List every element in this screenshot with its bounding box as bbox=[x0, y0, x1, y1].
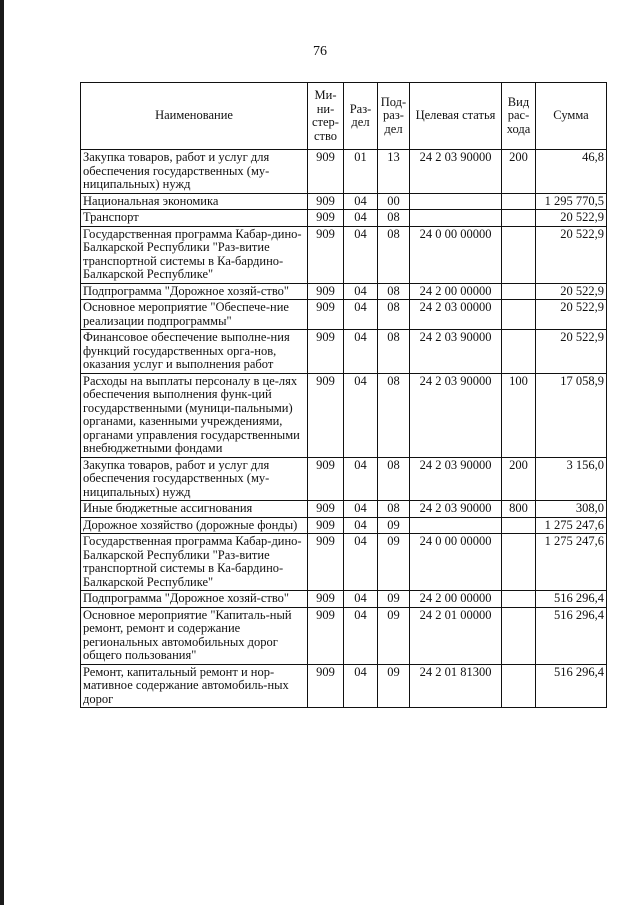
cell-section: 04 bbox=[344, 300, 378, 330]
cell-section: 04 bbox=[344, 373, 378, 457]
cell-subsection: 08 bbox=[378, 210, 410, 227]
cell-section: 04 bbox=[344, 534, 378, 591]
cell-subsection: 08 bbox=[378, 457, 410, 501]
cell-ministry: 909 bbox=[308, 457, 344, 501]
cell-target: 24 2 03 90000 bbox=[410, 373, 502, 457]
cell-sum: 516 296,4 bbox=[536, 607, 607, 664]
page-edge bbox=[0, 0, 4, 905]
cell-name: Финансовое обеспечение выполне-ния функций государственных орга-нов, оказания услуг и выполнения работ bbox=[81, 330, 308, 374]
cell-subsection: 09 bbox=[378, 534, 410, 591]
cell-ministry: 909 bbox=[308, 534, 344, 591]
cell-ministry: 909 bbox=[308, 501, 344, 518]
table-row bbox=[81, 534, 607, 591]
table-row bbox=[81, 226, 607, 283]
cell-subsection: 13 bbox=[378, 150, 410, 194]
cell-expense-type: 100 bbox=[502, 373, 536, 457]
cell-section: 04 bbox=[344, 591, 378, 608]
cell-sum: 20 522,9 bbox=[536, 226, 607, 283]
cell-ministry: 909 bbox=[308, 373, 344, 457]
cell-target: 24 2 03 90000 bbox=[410, 457, 502, 501]
cell-target: 24 0 00 00000 bbox=[410, 226, 502, 283]
cell-ministry: 909 bbox=[308, 150, 344, 194]
header-expense-type: Вид рас-хода bbox=[502, 83, 536, 150]
cell-subsection: 08 bbox=[378, 373, 410, 457]
header-section: Раз-дел bbox=[344, 83, 378, 150]
cell-target: 24 2 01 81300 bbox=[410, 664, 502, 708]
table-row bbox=[81, 373, 607, 457]
cell-ministry: 909 bbox=[308, 193, 344, 210]
cell-subsection: 09 bbox=[378, 517, 410, 534]
cell-expense-type bbox=[502, 300, 536, 330]
cell-sum: 516 296,4 bbox=[536, 664, 607, 708]
cell-section: 04 bbox=[344, 457, 378, 501]
cell-sum: 20 522,9 bbox=[536, 283, 607, 300]
cell-ministry: 909 bbox=[308, 330, 344, 374]
cell-target: 24 2 03 90000 bbox=[410, 150, 502, 194]
cell-expense-type: 200 bbox=[502, 150, 536, 194]
cell-expense-type bbox=[502, 534, 536, 591]
cell-sum: 20 522,9 bbox=[536, 300, 607, 330]
cell-name: Иные бюджетные ассигнования bbox=[81, 501, 308, 518]
cell-name: Ремонт, капитальный ремонт и нор-мативное содержание автомобиль-ных дорог bbox=[81, 664, 308, 708]
cell-sum: 20 522,9 bbox=[536, 330, 607, 374]
cell-expense-type bbox=[502, 193, 536, 210]
table-header-row bbox=[81, 83, 607, 150]
cell-target bbox=[410, 517, 502, 534]
cell-name: Расходы на выплаты персоналу в це-лях обеспечения выполнения функ-ций государственными (муници-пальными) органами, казенными учреждениями, органами управления государственными внебюджетными фондами bbox=[81, 373, 308, 457]
cell-sum: 20 522,9 bbox=[536, 210, 607, 227]
cell-ministry: 909 bbox=[308, 283, 344, 300]
cell-target: 24 0 00 00000 bbox=[410, 534, 502, 591]
cell-section: 01 bbox=[344, 150, 378, 194]
table-row bbox=[81, 150, 607, 194]
cell-name: Основное мероприятие "Обеспече-ние реализации подпрограммы" bbox=[81, 300, 308, 330]
cell-subsection: 08 bbox=[378, 501, 410, 518]
header-target: Целевая статья bbox=[410, 83, 502, 150]
cell-ministry: 909 bbox=[308, 517, 344, 534]
cell-expense-type bbox=[502, 330, 536, 374]
cell-target: 24 2 03 00000 bbox=[410, 300, 502, 330]
cell-section: 04 bbox=[344, 607, 378, 664]
cell-target bbox=[410, 193, 502, 210]
table-row bbox=[81, 501, 607, 518]
cell-name: Закупка товаров, работ и услуг для обеспечения государственных (му-ниципальных) нужд bbox=[81, 150, 308, 194]
header-ministry: Ми-ни-стер-ство bbox=[308, 83, 344, 150]
table-row bbox=[81, 283, 607, 300]
cell-ministry: 909 bbox=[308, 607, 344, 664]
table-row bbox=[81, 457, 607, 501]
cell-expense-type bbox=[502, 607, 536, 664]
cell-section: 04 bbox=[344, 501, 378, 518]
header-name: Наименование bbox=[81, 83, 308, 150]
cell-expense-type bbox=[502, 591, 536, 608]
cell-name: Национальная экономика bbox=[81, 193, 308, 210]
cell-sum: 516 296,4 bbox=[536, 591, 607, 608]
cell-section: 04 bbox=[344, 283, 378, 300]
cell-expense-type bbox=[502, 226, 536, 283]
cell-section: 04 bbox=[344, 517, 378, 534]
cell-name: Основное мероприятие "Капиталь-ный ремонт, ремонт и содержание региональных автомобильных дорог общего пользования" bbox=[81, 607, 308, 664]
cell-subsection: 09 bbox=[378, 664, 410, 708]
cell-ministry: 909 bbox=[308, 591, 344, 608]
cell-ministry: 909 bbox=[308, 300, 344, 330]
table-row bbox=[81, 330, 607, 374]
cell-name: Государственная программа Кабар-дино-Балкарской Республики "Раз-витие транспортной системы в Ка-бардино-Балкарской Республике" bbox=[81, 226, 308, 283]
cell-section: 04 bbox=[344, 210, 378, 227]
table-row bbox=[81, 517, 607, 534]
cell-sum: 308,0 bbox=[536, 501, 607, 518]
table-row bbox=[81, 591, 607, 608]
table-row bbox=[81, 607, 607, 664]
cell-name: Государственная программа Кабар-дино-Балкарской Республики "Раз-витие транспортной системы в Ка-бардино-Балкарской Республике" bbox=[81, 534, 308, 591]
page-number: 76 bbox=[313, 44, 327, 59]
cell-name: Закупка товаров, работ и услуг для обеспечения государственных (му-ниципальных) нужд bbox=[81, 457, 308, 501]
cell-name: Подпрограмма "Дорожное хозяй-ство" bbox=[81, 591, 308, 608]
cell-target: 24 2 01 00000 bbox=[410, 607, 502, 664]
cell-section: 04 bbox=[344, 226, 378, 283]
cell-sum: 46,8 bbox=[536, 150, 607, 194]
cell-expense-type: 200 bbox=[502, 457, 536, 501]
header-sum: Сумма bbox=[536, 83, 607, 150]
cell-target: 24 2 03 90000 bbox=[410, 501, 502, 518]
cell-sum: 17 058,9 bbox=[536, 373, 607, 457]
cell-ministry: 909 bbox=[308, 210, 344, 227]
cell-section: 04 bbox=[344, 664, 378, 708]
cell-target: 24 2 03 90000 bbox=[410, 330, 502, 374]
cell-sum: 1 275 247,6 bbox=[536, 534, 607, 591]
cell-section: 04 bbox=[344, 330, 378, 374]
budget-table bbox=[80, 82, 607, 708]
cell-subsection: 09 bbox=[378, 607, 410, 664]
cell-ministry: 909 bbox=[308, 226, 344, 283]
cell-name: Подпрограмма "Дорожное хозяй-ство" bbox=[81, 283, 308, 300]
table-row bbox=[81, 300, 607, 330]
cell-section: 04 bbox=[344, 193, 378, 210]
cell-sum: 3 156,0 bbox=[536, 457, 607, 501]
cell-target: 24 2 00 00000 bbox=[410, 283, 502, 300]
cell-name: Транспорт bbox=[81, 210, 308, 227]
cell-name: Дорожное хозяйство (дорожные фонды) bbox=[81, 517, 308, 534]
cell-expense-type bbox=[502, 664, 536, 708]
cell-sum: 1 295 770,5 bbox=[536, 193, 607, 210]
table-row bbox=[81, 210, 607, 227]
cell-subsection: 08 bbox=[378, 330, 410, 374]
cell-target bbox=[410, 210, 502, 227]
cell-expense-type: 800 bbox=[502, 501, 536, 518]
cell-sum: 1 275 247,6 bbox=[536, 517, 607, 534]
header-subsection: Под-раз-дел bbox=[378, 83, 410, 150]
cell-target: 24 2 00 00000 bbox=[410, 591, 502, 608]
cell-expense-type bbox=[502, 517, 536, 534]
cell-subsection: 08 bbox=[378, 226, 410, 283]
cell-ministry: 909 bbox=[308, 664, 344, 708]
table-row bbox=[81, 193, 607, 210]
cell-subsection: 08 bbox=[378, 283, 410, 300]
cell-expense-type bbox=[502, 210, 536, 227]
cell-subsection: 08 bbox=[378, 300, 410, 330]
table-row bbox=[81, 664, 607, 708]
cell-subsection: 09 bbox=[378, 591, 410, 608]
cell-expense-type bbox=[502, 283, 536, 300]
cell-subsection: 00 bbox=[378, 193, 410, 210]
